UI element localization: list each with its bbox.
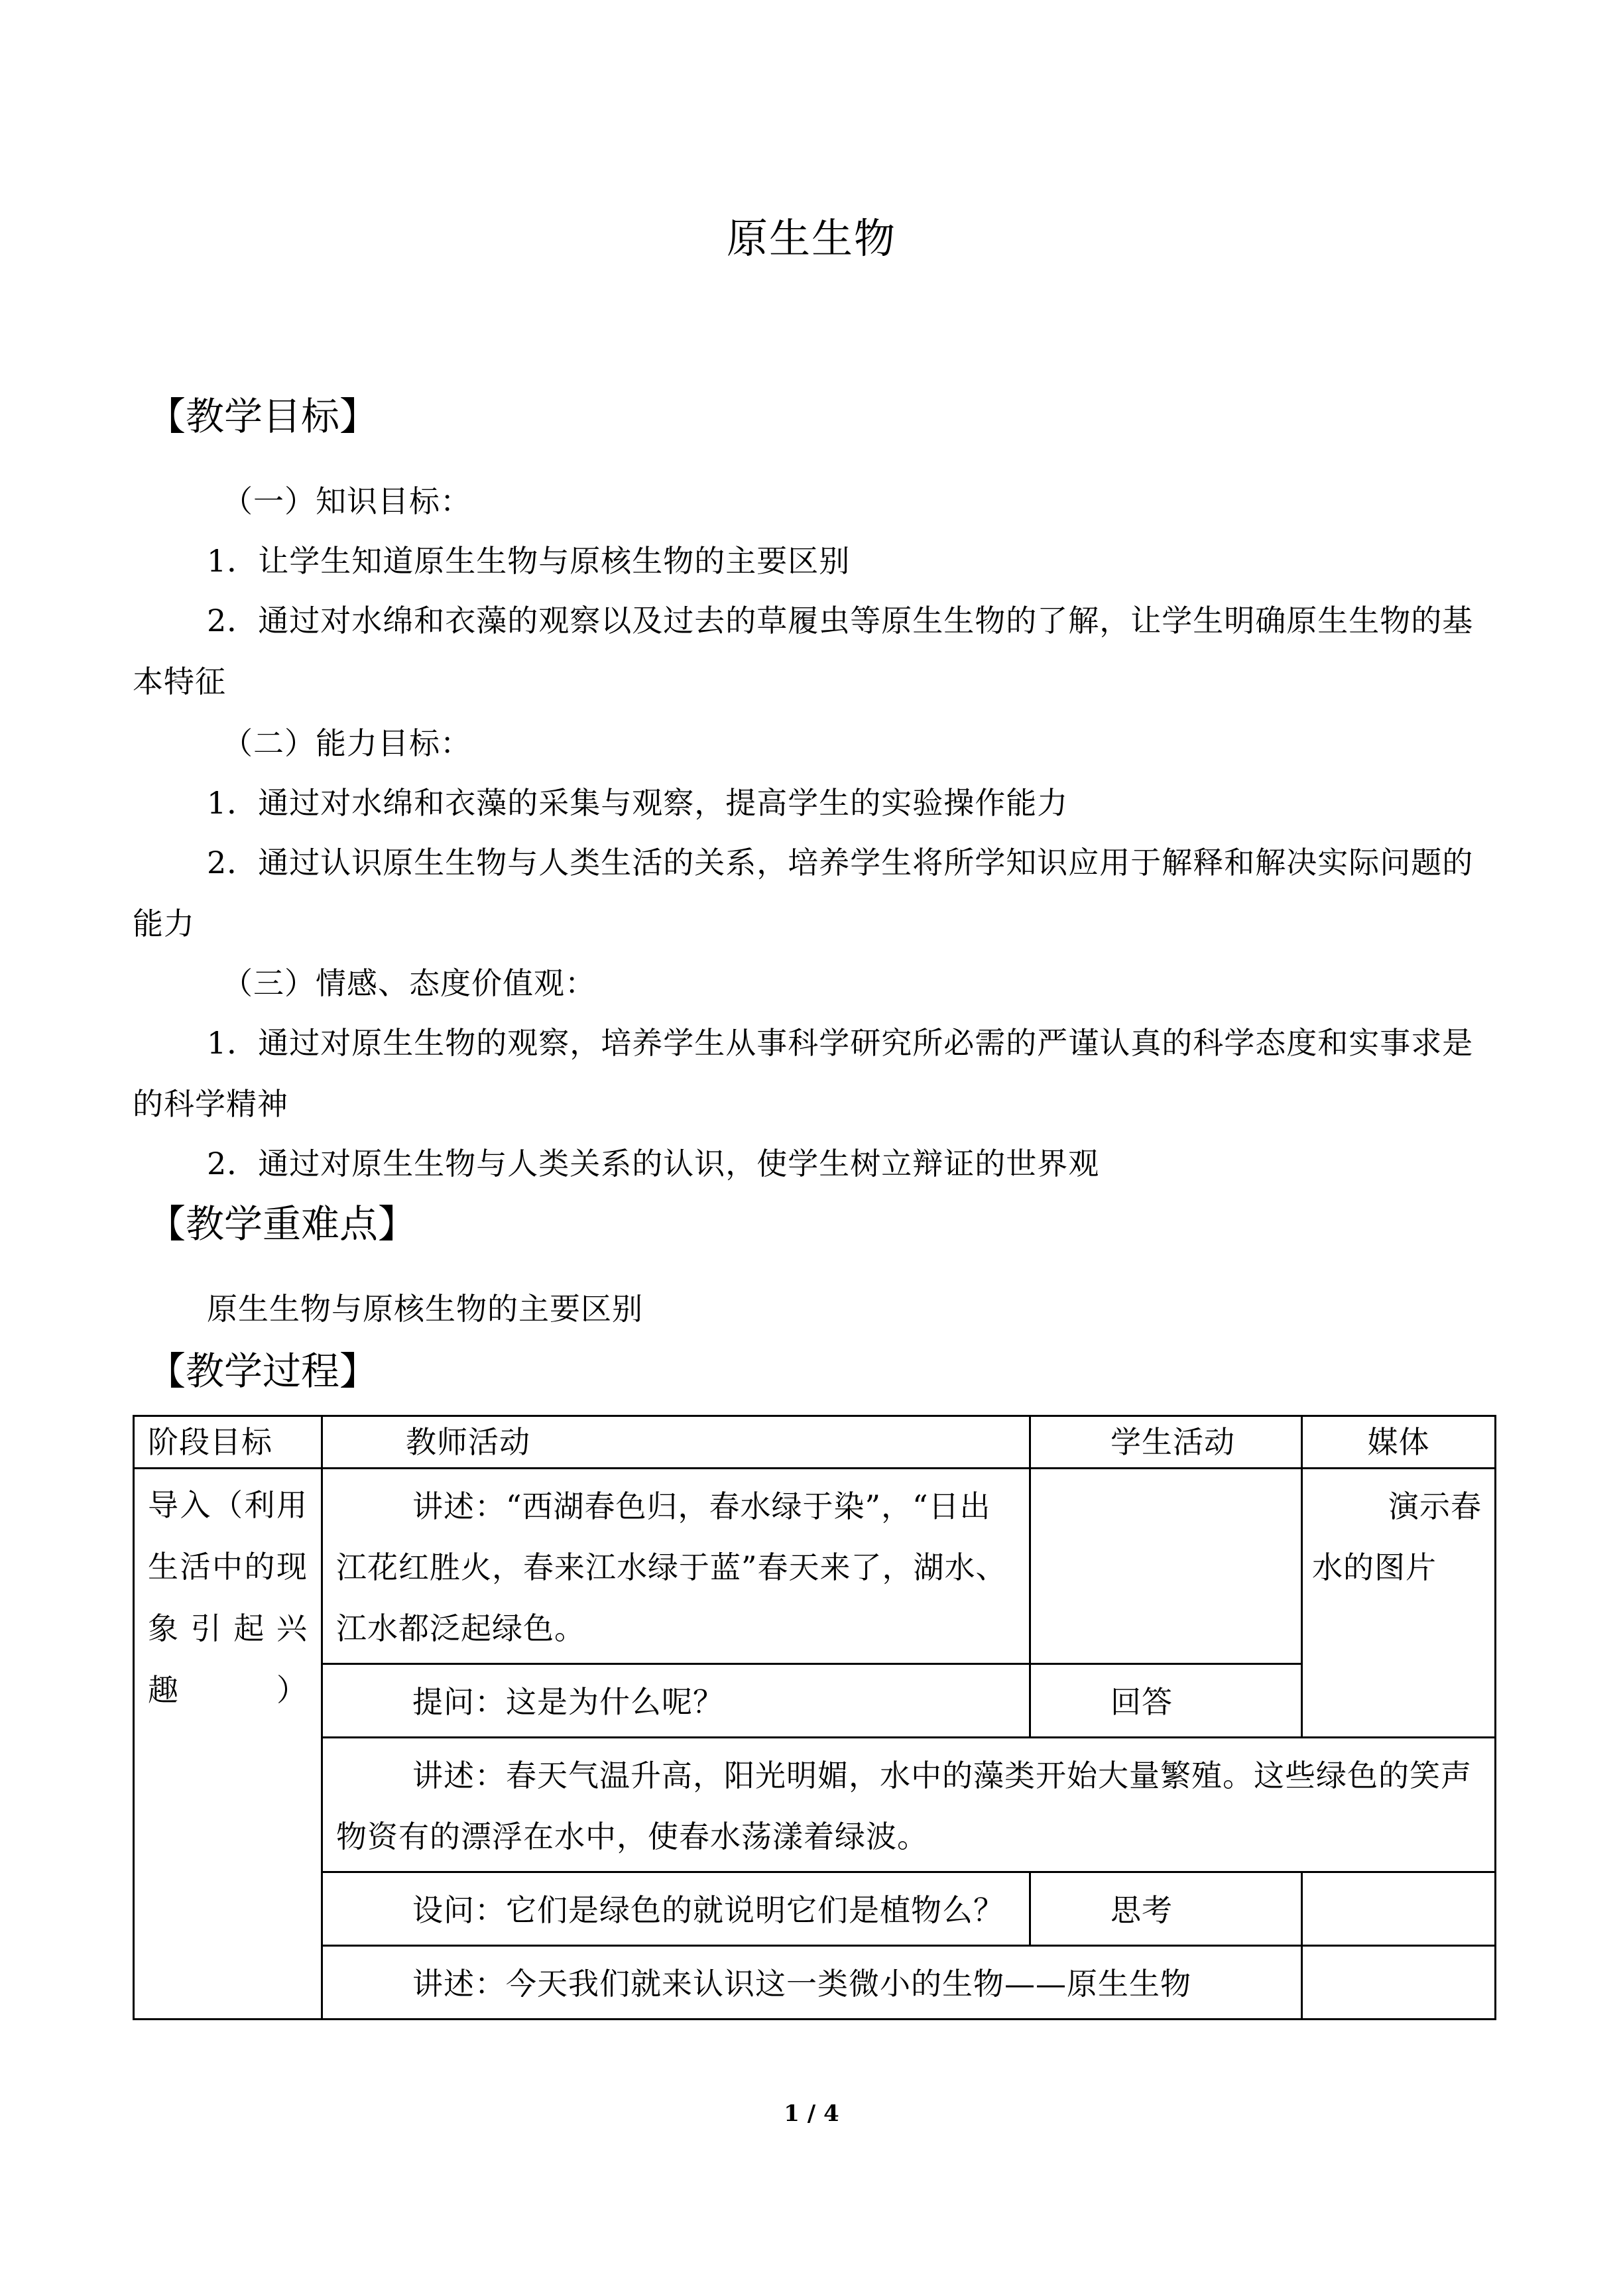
media-cell	[1302, 1946, 1496, 2020]
emotion-objective-2: 2．通过对原生生物与人类关系的认识，使学生树立辩证的世界观	[207, 1146, 1100, 1181]
page-title: 原生生物	[726, 214, 896, 263]
ability-objective-2: 2．通过认识原生生物与人类生活的关系，培养学生将所学知识应用于解释和解决实际问题的能力	[133, 845, 1474, 941]
page-number: 1 / 4	[784, 2100, 839, 2127]
header-student: 学生活动	[1030, 1416, 1302, 1469]
knowledge-objective-1: 1．让学生知道原生生物与原核生物的主要区别	[207, 543, 851, 579]
teaching-process-table	[133, 1415, 1496, 2020]
teacher-activity: 设问：它们是绿色的就说明它们是植物么？	[322, 1872, 1030, 1946]
header-stage: 阶段目标	[134, 1416, 322, 1469]
table-row	[134, 1469, 1496, 1664]
ability-objective-1: 1．通过对水绵和衣藻的采集与观察，提高学生的实验操作能力	[207, 785, 1069, 821]
objectives-heading: 【教学目标】	[147, 394, 379, 439]
teacher-activity: 提问：这是为什么呢？	[322, 1664, 1030, 1738]
student-activity	[1030, 1469, 1302, 1664]
table-header-row	[134, 1416, 1496, 1469]
knowledge-objective-2: 2．通过对水绵和衣藻的观察以及过去的草履虫等原生生物的了解，让学生明确原生生物的基本特征	[133, 603, 1474, 699]
process-heading: 【教学过程】	[147, 1349, 379, 1394]
teacher-activity: 讲述：春天气温升高，阳光明媚，水中的藻类开始大量繁殖。这些绿色的笑声物资有的漂浮在水中，使春水荡漾着绿波。	[322, 1738, 1496, 1872]
media-cell	[1302, 1872, 1496, 1946]
emotion-objective-1: 1．通过对原生生物的观察，培养学生从事科学研究所必需的严谨认真的科学态度和实事求是的科学精神	[133, 1025, 1474, 1122]
student-activity: 思考	[1030, 1872, 1302, 1946]
knowledge-objectives-title: （一）知识目标：	[222, 483, 471, 519]
header-media: 媒体	[1302, 1416, 1496, 1469]
teacher-activity: 讲述：“西湖春色归，春水绿于染”，“日出江花红胜火，春来江水绿于蓝”春天来了，湖水、江水都泛起绿色。	[322, 1469, 1030, 1664]
teacher-activity: 讲述：今天我们就来认识这一类微小的生物——原生生物	[322, 1946, 1302, 2020]
table-row	[134, 1946, 1496, 2020]
table-row	[134, 1738, 1496, 1872]
header-teacher: 教师活动	[322, 1416, 1030, 1469]
ability-objectives-title: （二）能力目标：	[222, 725, 471, 761]
table-row	[134, 1872, 1496, 1946]
keypoints-text: 原生生物与原核生物的主要区别	[207, 1291, 643, 1327]
media-cell: 演示春水的图片	[1302, 1469, 1496, 1738]
table-row	[134, 1664, 1496, 1738]
stage-cell: 导入（利用生活中的现象引起兴趣）	[148, 1487, 308, 1708]
student-activity: 回答	[1030, 1664, 1302, 1738]
keypoints-heading: 【教学重难点】	[147, 1201, 417, 1246]
emotion-objectives-title: （三）情感、态度价值观：	[222, 965, 596, 1001]
